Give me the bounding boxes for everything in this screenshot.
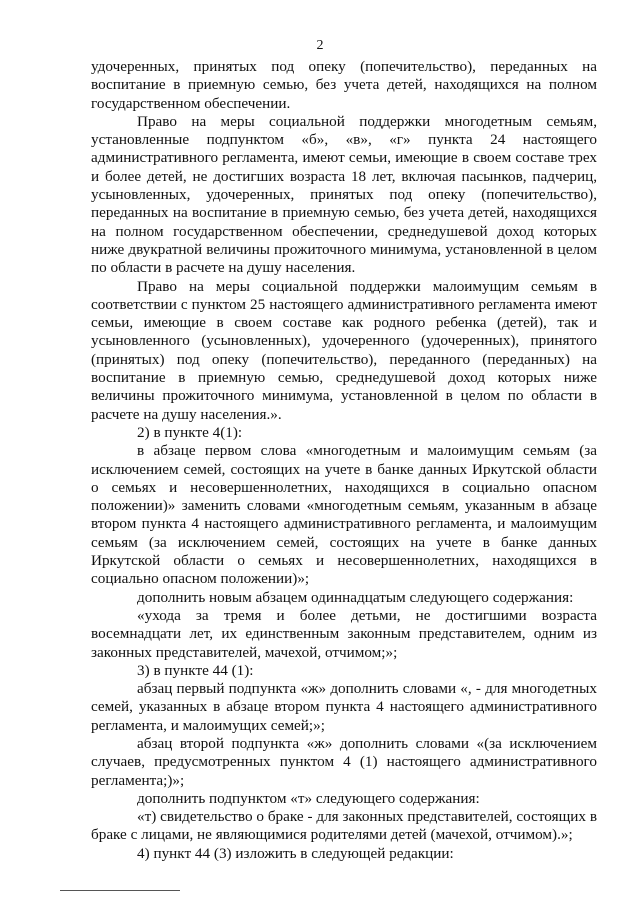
- paragraph: дополнить подпунктом «т» следующего содержания:: [137, 789, 480, 807]
- paragraph: абзац первый подпункта «ж» дополнить словами «, - для многодетных семей, указанных в абзаце втором пункта 4 настоящего административного регламента, и малоимущих семей;»;: [91, 680, 597, 734]
- paragraph: Право на меры социальной поддержки многодетным семьям, установленные подпунктом «б», «в», «г» пункта 24 настоящего административного регламента, имеют семьи, имеющие в своем составе трех и более детей, не достигших возраста 18 лет, включая пасынков, падчериц, усыновленных, удочеренных, принятых под опеку (попечительство), переданных на воспитание в приемную семью, без учета детей, находящихся на полном государственном обеспечении, среднедушевой доход которых ниже двукратной величины прожиточного минимума, установленной в целом по области в расчете на душу населения.: [91, 112, 597, 277]
- paragraph: в абзаце первом слова «многодетным и малоимущим семьям (за исключением семей, состоящих на учете в банке данных Иркутской области о семьях и несовершеннолетних, находящихся в социально опасном положении)» заменить словами «многодетным семьям, указанным в абзаце втором пункта 4 настоящего административного регламента, и малоимущим семьям (за исключением семей, состоящих на учете в банке данных Иркутской области о семьях и несовершеннолетних, находящихся в социально опасном положении)»;: [91, 442, 597, 588]
- paragraph: 3) в пункте 44 (1):: [137, 661, 254, 679]
- paragraph: дополнить новым абзацем одиннадцатым следующего содержания:: [137, 588, 574, 606]
- paragraph: «т) свидетельство о браке - для законных представителей, состоящих в браке с лицами, не являющимися родителями детей (мачехой, отчимом).»;: [91, 808, 597, 844]
- footer-rule: [60, 890, 180, 891]
- paragraph: «ухода за тремя и более детьми, не достигшими возраста восемнадцати лет, их единственным законным представителем, одним из законных представителей, мачехой, отчимом;»;: [91, 606, 597, 661]
- paragraph: 4) пункт 44 (3) изложить в следующей редакции:: [137, 844, 454, 862]
- paragraph: 2) в пункте 4(1):: [137, 423, 243, 441]
- paragraph: удочеренных, принятых под опеку (попечительство), переданных на воспитание в приемную семью, без учета детей, находящихся на полном государственном обеспечении.: [91, 58, 597, 112]
- page-number: 2: [316, 38, 324, 53]
- document-body: [91, 58, 597, 863]
- paragraph: Право на меры социальной поддержки малоимущим семьям в соответствии с пунктом 25 настоящего административного регламента имеют семьи, имеющие в своем составе как родного ребенка (детей), так и усыновленного (усыновленных), удочеренного (удочеренных), принятого (принятых) под опеку (попечительство), переданного (переданных) на воспитание в приемную семью, среднедушевой доход которых ниже величины прожиточного минимума, установленной в целом по области в расчете на душу населения.».: [91, 277, 597, 423]
- paragraph: абзац второй подпункта «ж» дополнить словами «(за исключением случаев, предусмотренных пунктом 4 (1) настоящего административного регламента;)»;: [91, 734, 597, 789]
